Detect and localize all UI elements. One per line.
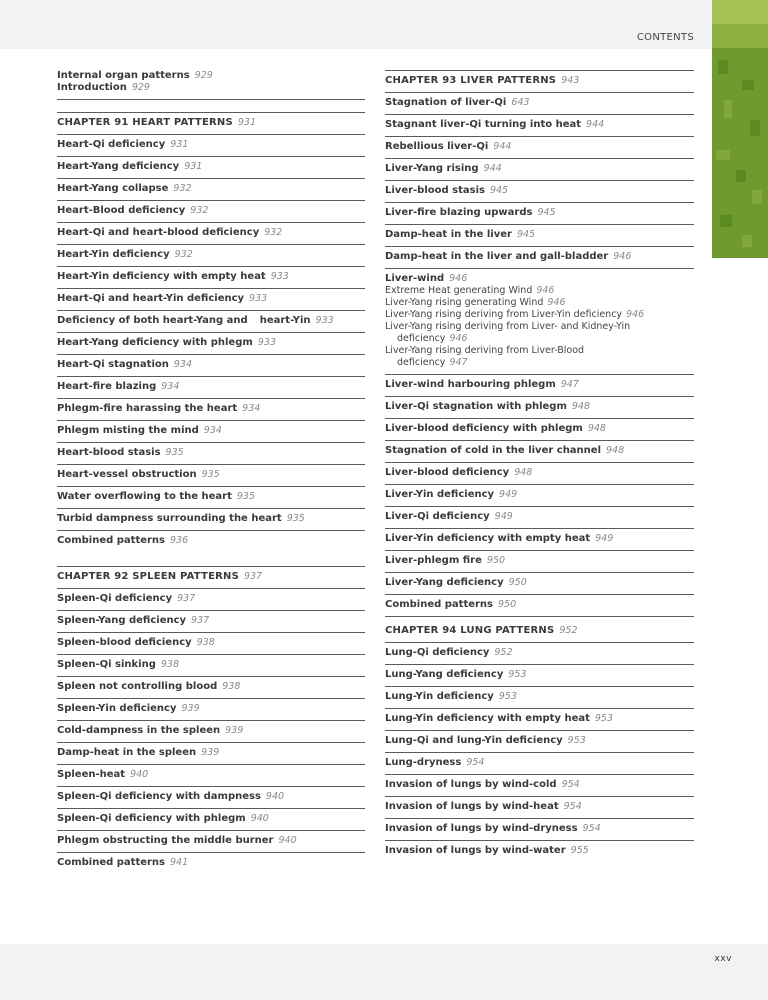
toc-entry[interactable]: Heart-Yin deficiency with empty heat 933	[57, 267, 365, 289]
toc-entry[interactable]: Spleen-heat 940	[57, 765, 365, 787]
toc-entry[interactable]: Lung-Yin deficiency with empty heat 953	[385, 709, 694, 731]
toc-entry[interactable]: Liver-phlegm fire 950	[385, 551, 694, 573]
toc-entry[interactable]: Spleen not controlling blood 938	[57, 677, 365, 699]
toc-subentry[interactable]: Liver-Yang rising deriving from Liver-Yin deficiency 946	[385, 309, 645, 320]
toc-entry[interactable]: Heart-Blood deficiency 932	[57, 201, 365, 223]
toc-entry[interactable]: Lung-Yang deficiency 953	[385, 665, 694, 687]
toc-entry[interactable]: Deficiency of both heart-Yang and heart-Yin 933	[57, 311, 365, 333]
toc-entry[interactable]: Lung-Qi deficiency 952	[385, 643, 694, 665]
toc-entry[interactable]: Invasion of lungs by wind-cold 954	[385, 775, 694, 797]
toc-subentry[interactable]: Liver-Yang rising generating Wind 946	[385, 297, 566, 308]
left-column	[57, 70, 365, 874]
header-label: CONTENTS	[636, 32, 694, 43]
toc-entry[interactable]: Lung-Yin deficiency 953	[385, 687, 694, 709]
toc-entry[interactable]: Liver-Yin deficiency with empty heat 949	[385, 529, 694, 551]
toc-entry[interactable]: Spleen-Qi deficiency 937	[57, 589, 365, 611]
toc-entry[interactable]: Spleen-Qi deficiency with dampness 940	[57, 787, 365, 809]
toc-entry[interactable]: Stagnant liver-Qi turning into heat 944	[385, 115, 694, 137]
toc-entry[interactable]: Invasion of lungs by wind-heat 954	[385, 797, 694, 819]
toc-entry[interactable]: Heart-Yang deficiency 931	[57, 157, 365, 179]
toc-entry[interactable]: Lung-Qi and lung-Yin deficiency 953	[385, 731, 694, 753]
toc-entry[interactable]: Heart-Yang collapse 932	[57, 179, 365, 201]
toc-entry[interactable]: Spleen-Yang deficiency 937	[57, 611, 365, 633]
toc-entry[interactable]: Liver-Yang deficiency 950	[385, 573, 694, 595]
toc-entry[interactable]: Liver-Yang rising 944	[385, 159, 694, 181]
decorative-green-tab	[712, 0, 768, 258]
toc-entry[interactable]: Liver-Qi stagnation with phlegm 948	[385, 397, 694, 419]
chapter-93-heading[interactable]: CHAPTER 93 LIVER PATTERNS 943	[385, 70, 694, 93]
toc-entry[interactable]: Heart-Yin deficiency 932	[57, 245, 365, 267]
toc-entry[interactable]: Heart-vessel obstruction 935	[57, 465, 365, 487]
toc-entry[interactable]: Liver-Yin deficiency 949	[385, 485, 694, 507]
toc-entry[interactable]: Spleen-Qi sinking 938	[57, 655, 365, 677]
toc-entry[interactable]: Phlegm obstructing the middle burner 940	[57, 831, 365, 853]
toc-entry[interactable]: Heart-Yang deficiency with phlegm 933	[57, 333, 365, 355]
toc-entry[interactable]: Liver-blood stasis 945	[385, 181, 694, 203]
toc-entry[interactable]: Liver-blood deficiency with phlegm 948	[385, 419, 694, 441]
right-column	[385, 70, 694, 862]
toc-entry[interactable]: Invasion of lungs by wind-water 955	[385, 845, 589, 856]
toc-entry[interactable]: Phlegm-fire harassing the heart 934	[57, 399, 365, 421]
chapter-92-heading[interactable]: CHAPTER 92 SPLEEN PATTERNS 937	[57, 566, 365, 589]
intro-line-2[interactable]: Introduction 929	[57, 82, 365, 100]
toc-entry[interactable]: Turbid dampness surrounding the heart 935	[57, 509, 365, 531]
toc-entry[interactable]: Stagnation of cold in the liver channel 948	[385, 441, 694, 463]
toc-entry[interactable]: Damp-heat in the liver 945	[385, 225, 694, 247]
footer-band	[0, 944, 768, 1000]
toc-entry[interactable]: Lung-dryness 954	[385, 753, 694, 775]
toc-entry[interactable]: Combined patterns 950	[385, 595, 694, 617]
toc-entry[interactable]: Damp-heat in the liver and gall-bladder 946	[385, 247, 694, 269]
toc-entry[interactable]: Heart-blood stasis 935	[57, 443, 365, 465]
toc-entry[interactable]: Spleen-blood deficiency 938	[57, 633, 365, 655]
chapter-94-heading[interactable]: CHAPTER 94 LUNG PATTERNS 952	[385, 617, 694, 643]
intro-line-1[interactable]: Internal organ patterns 929	[57, 70, 213, 81]
header-bar	[0, 0, 712, 49]
toc-entry[interactable]: Rebellious liver-Qi 944	[385, 137, 694, 159]
toc-entry[interactable]: Stagnation of liver-Qi 643	[385, 93, 694, 115]
toc-entry[interactable]: Combined patterns 941	[57, 857, 189, 868]
toc-entry[interactable]: Heart-Qi stagnation 934	[57, 355, 365, 377]
toc-entry[interactable]: Water overflowing to the heart 935	[57, 487, 365, 509]
toc-entry-liver-wind[interactable]: Liver-wind 946 Extreme Heat generating Wind 946 Liver-Yang rising generating Wind 946 Liver-Yang rising deriving from Liver-Yin deficiency 946 Liver-Yang rising deriving from Liver- and Kidney-Yin deficiency 946 Liver-Yang rising deriving from Liver-Blood deficiency 947	[385, 269, 694, 375]
toc-entry[interactable]: Heart-Qi deficiency 931	[57, 135, 365, 157]
toc-subentry[interactable]: Extreme Heat generating Wind 946	[385, 285, 555, 296]
toc-entry[interactable]: Liver-wind harbouring phlegm 947	[385, 375, 694, 397]
toc-entry[interactable]: Phlegm misting the mind 934	[57, 421, 365, 443]
toc-subentry[interactable]: Liver-Yang rising deriving from Liver-Blood deficiency 947	[385, 345, 585, 368]
toc-entry[interactable]: Heart-Qi and heart-blood deficiency 932	[57, 223, 365, 245]
toc-entry[interactable]: Spleen-Qi deficiency with phlegm 940	[57, 809, 365, 831]
toc-subentry[interactable]: Liver-Yang rising deriving from Liver- and Kidney-Yin deficiency 946	[385, 321, 631, 344]
toc-entry[interactable]: Cold-dampness in the spleen 939	[57, 721, 365, 743]
chapter-91-heading[interactable]: CHAPTER 91 HEART PATTERNS 931	[57, 112, 365, 135]
toc-entry[interactable]: Invasion of lungs by wind-dryness 954	[385, 819, 694, 841]
toc-entry[interactable]: Spleen-Yin deficiency 939	[57, 699, 365, 721]
toc-entry[interactable]: Liver-Qi deficiency 949	[385, 507, 694, 529]
toc-entry[interactable]: Liver-fire blazing upwards 945	[385, 203, 694, 225]
toc-entry[interactable]: Damp-heat in the spleen 939	[57, 743, 365, 765]
page-number: xxv	[714, 954, 732, 964]
toc-entry[interactable]: Heart-Qi and heart-Yin deficiency 933	[57, 289, 365, 311]
toc-entry[interactable]: Combined patterns 936	[57, 535, 189, 546]
toc-entry[interactable]: Liver-blood deficiency 948	[385, 463, 694, 485]
toc-entry[interactable]: Heart-fire blazing 934	[57, 377, 365, 399]
